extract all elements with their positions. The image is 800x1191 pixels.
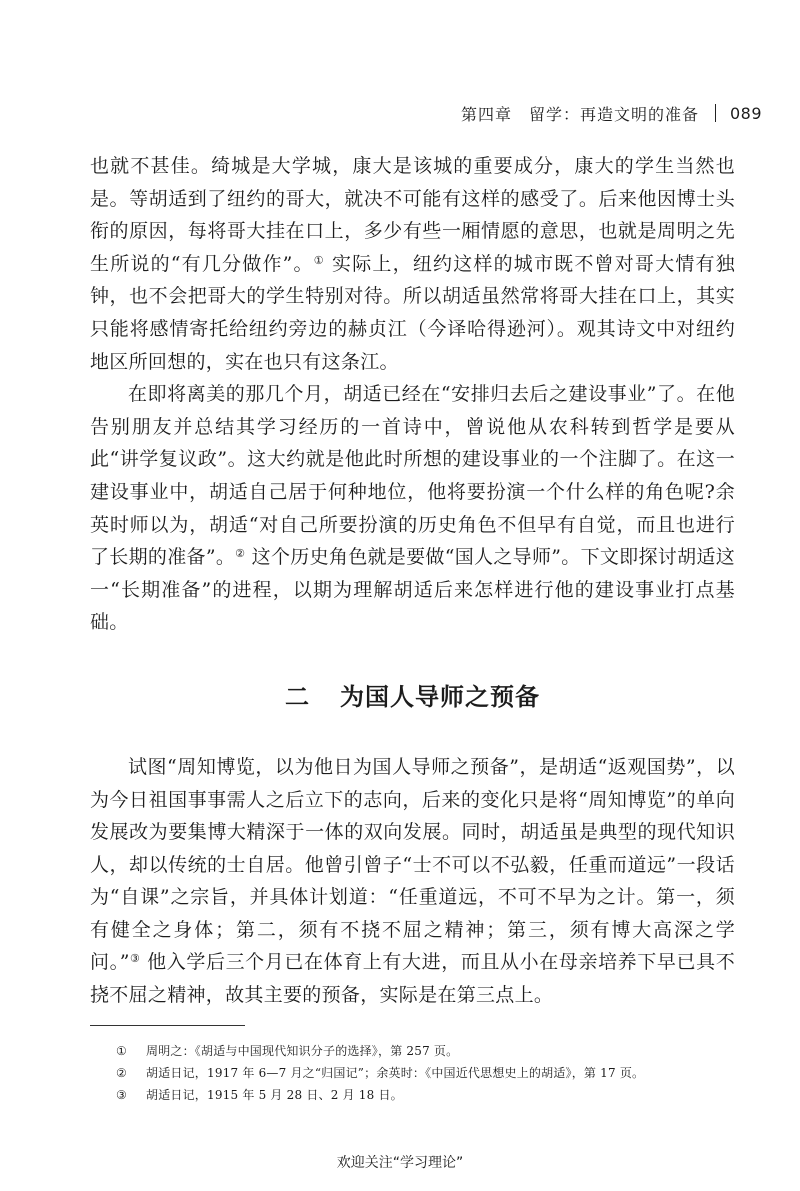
page-number: 089	[729, 103, 762, 123]
paragraph-3-text-cont: 他入学后三个月已在体育上有大进，而且从小在母亲培养下早已具不挠不屈之精神，故其主要的预备，实际是在第三点上。	[90, 951, 735, 1007]
paragraph-2	[90, 378, 735, 639]
section-heading	[90, 679, 735, 715]
chapter-title: 第四章 留学：再造文明的准备	[460, 104, 699, 124]
footnotes	[116, 1040, 756, 1106]
footnote-text: 胡适日记，1915 年 5 月 28 日、2 月 18 日。	[146, 1088, 403, 1102]
section-number: 二	[285, 682, 310, 711]
footnote-mark: ①	[116, 1044, 127, 1058]
footnote-ref-3: ③	[129, 952, 141, 966]
footnote-rule	[90, 1025, 245, 1026]
section-title-text: 为国人导师之预备	[340, 682, 540, 711]
paragraph-1	[90, 150, 735, 378]
paragraph-1-text-cont: 实际上，纽约这样的城市既不曾对哥大情有独钟，也不会把哥大的学生特别对待。所以胡适虽然常将哥大挂在口上，其实只能将感情寄托给纽约旁边的赫贞江（今译哈得逊河）。观其诗文中对纽约地区所回想的，实在也只有这条江。	[90, 252, 736, 373]
footnote-text: 周明之：《胡适与中国现代知识分子的选择》，第 257 页。	[146, 1044, 459, 1058]
footnote-1	[116, 1040, 756, 1062]
running-head	[461, 100, 762, 126]
paragraph-1-text: 也就不甚佳。绮城是大学城，康大是该城的重要成分，康大的学生当然也是。等胡适到了纽约的哥大，就决不可能有这样的感受了。后来他因博士头衔的原因，每将哥大挂在口上，多少有些一厢情愿的意思，也就是周明之先生所说的“有几分做作”。	[90, 155, 735, 275]
footnote-text: 胡适日记，1917 年 6—7 月之“归国记”；余英时：《中国近代思想史上的胡适》，第 17 页。	[146, 1066, 645, 1080]
bottom-banner: 欢迎关注“学习理论”	[336, 1155, 464, 1171]
footnote-mark: ③	[116, 1088, 127, 1102]
header-divider	[715, 104, 716, 122]
body-text	[90, 150, 735, 1012]
paragraph-2-text: 在即将离美的那几个月，胡适已经在“安排归去后之建设事业”了。在他告别朋友并总结其学习经历的一首诗中，曾说他从农科转到哲学是要从此“讲学复议政”。这大约就是他此时所想的建设事业的一个注脚了。在这一建设事业中，胡适自己居于何种地位，他将要扮演一个什么样的角色呢?余英时师以为，胡适“对自己所要扮演的历史角色不但早有自觉，而且也进行了长期的准备”。	[90, 383, 735, 569]
footnote-ref-2: ②	[235, 547, 246, 561]
footnote-3	[116, 1084, 756, 1106]
footnote-ref-1: ①	[313, 253, 325, 267]
footnote-2	[116, 1062, 756, 1084]
footnote-mark: ②	[116, 1066, 127, 1080]
paragraph-2-text-cont: 这个历史角色就是要做“国人之导师”。下文即探讨胡适这一“长期准备”的进程，以期为理解胡适后来怎样进行他的建设事业打点基础。	[90, 546, 735, 634]
paragraph-3-text: 试图“周知博览，以为他日为国人导师之预备”，是胡适“返观国势”，以为今日祖国事事需人之后立下的志向，后来的变化只是将“周知博览”的单向发展改为要集博大精深于一体的双向发展。同时，胡适虽是典型的现代知识人，却以传统的士自居。他曾引曾子“士不可以不弘毅，任重而道远”一段话为“自课”之宗旨，并具体计划道：“任重道远，不可不早为之计。第一，须有健全之身体；第二，须有不挠不屈之精神；第三，须有博大高深之学问。”	[90, 755, 735, 974]
paragraph-3	[90, 751, 735, 1012]
